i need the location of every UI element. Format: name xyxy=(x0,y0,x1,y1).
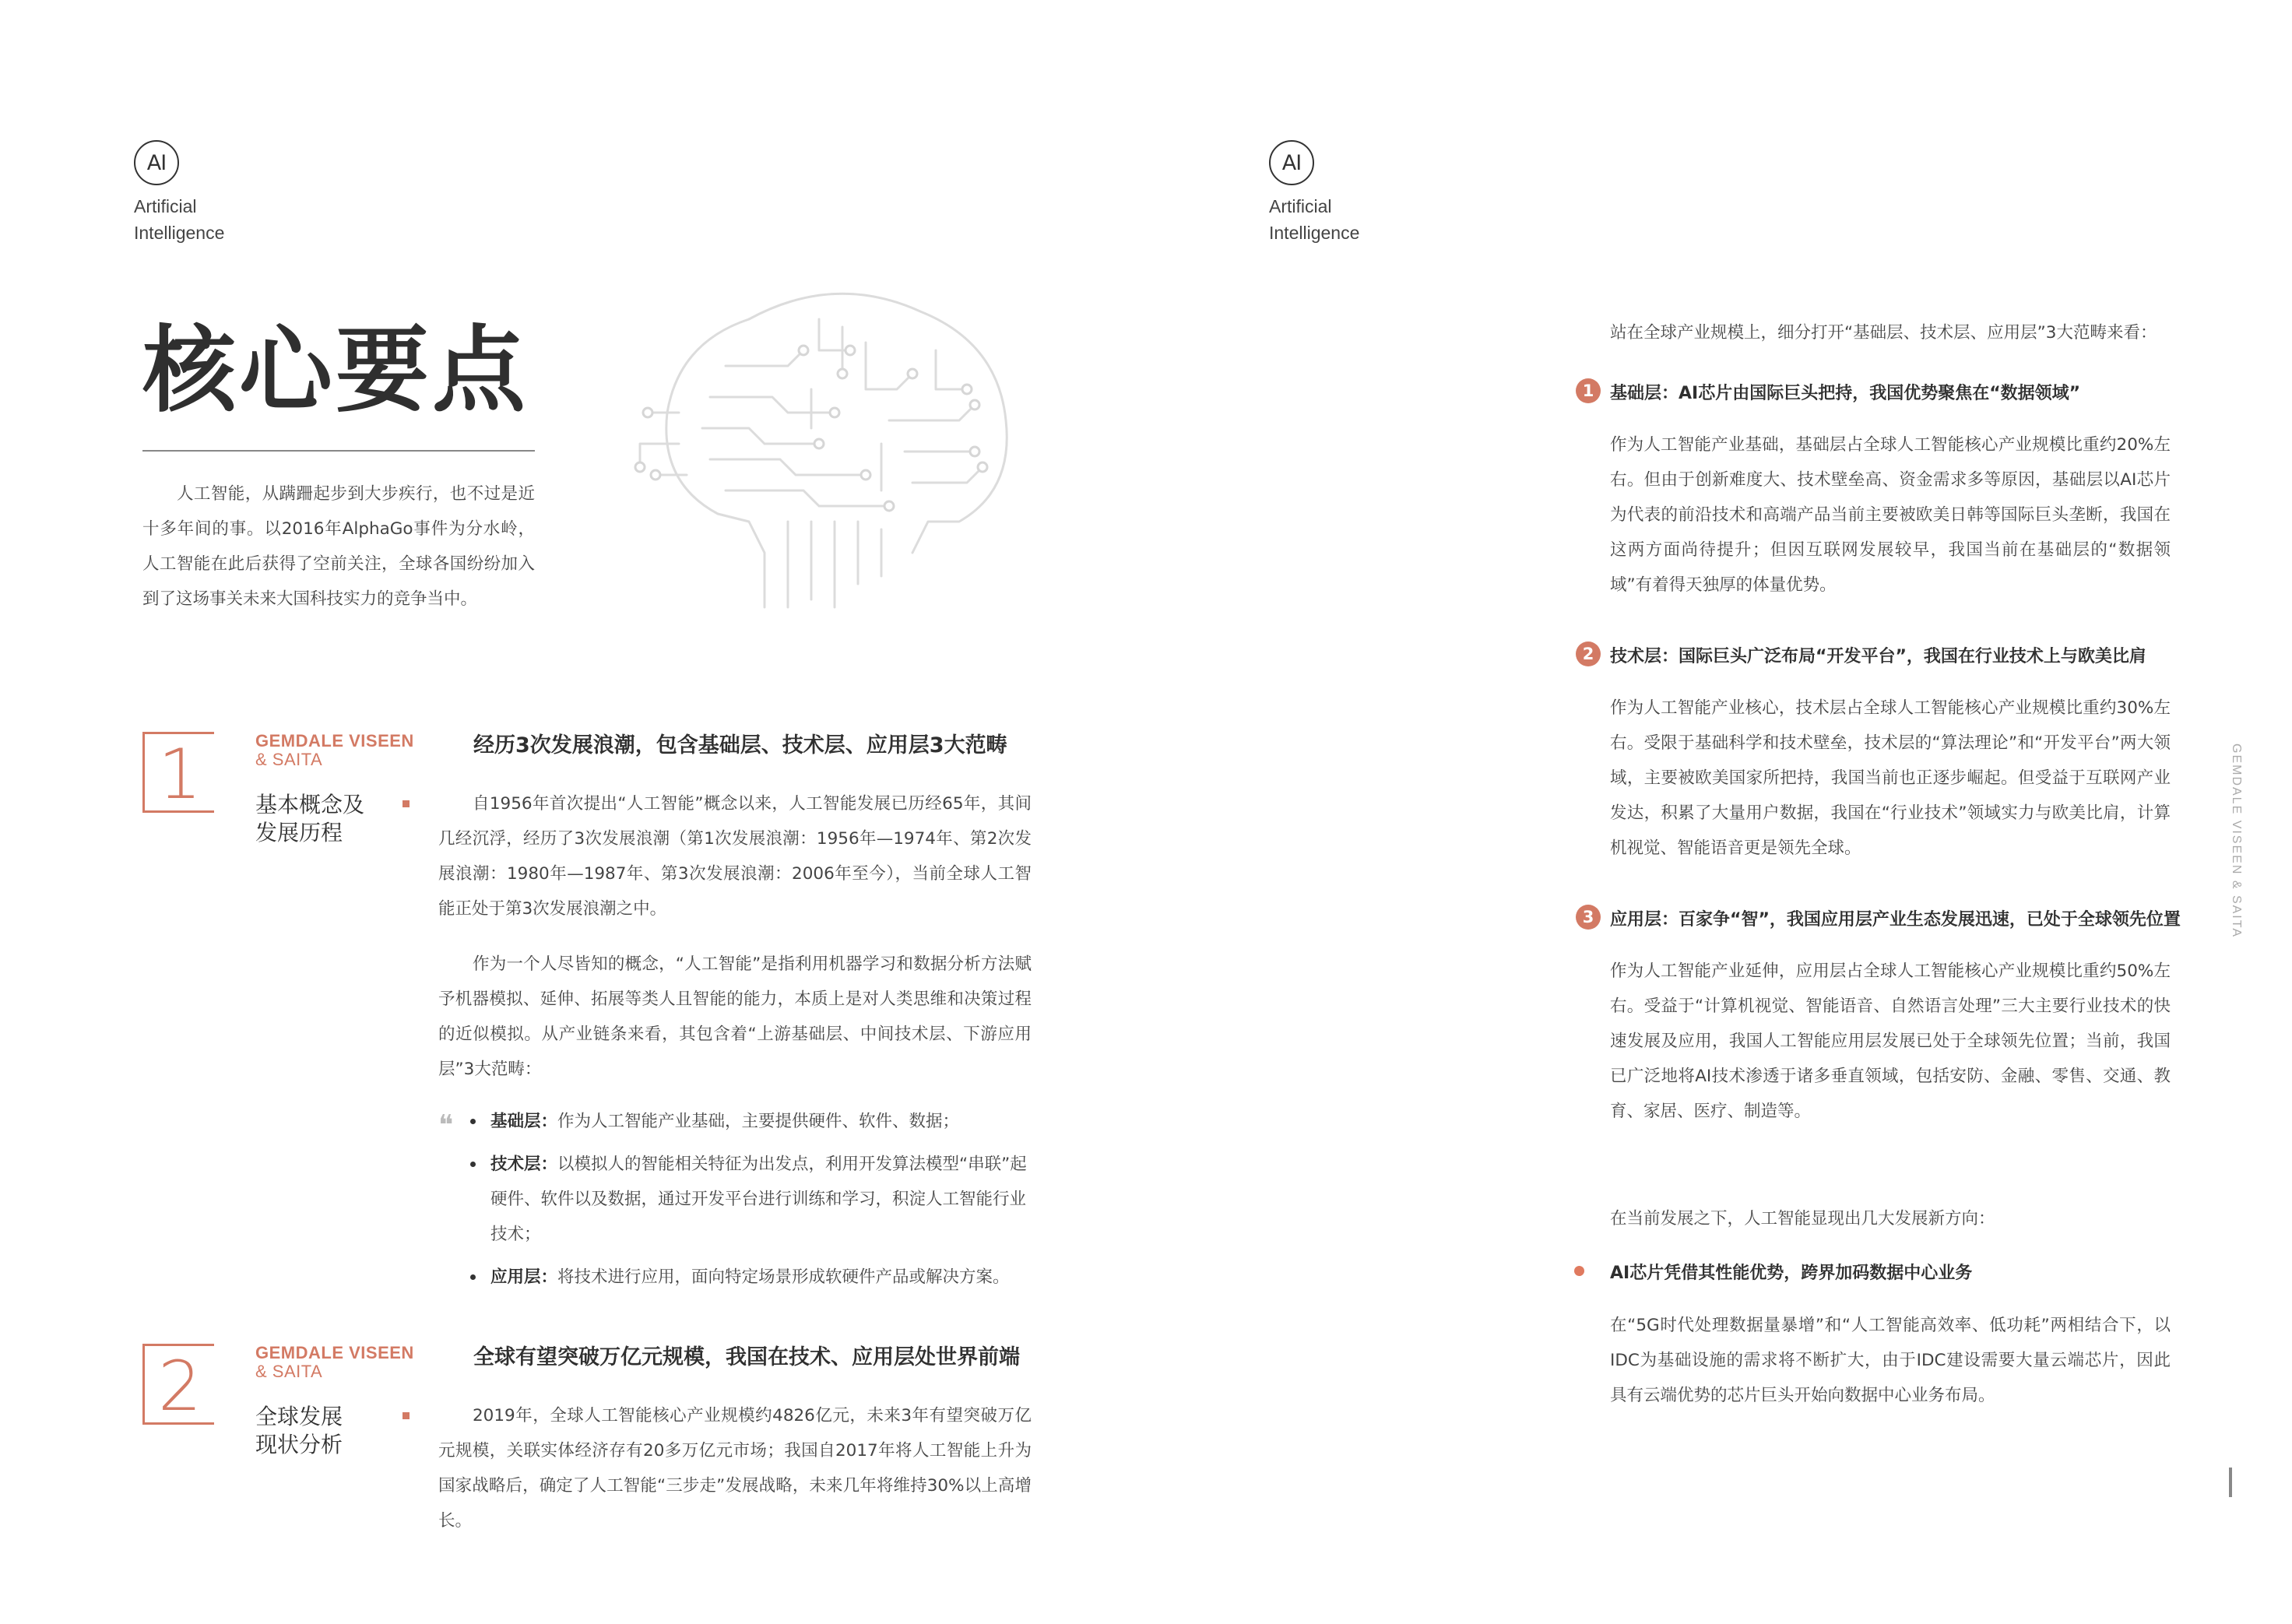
vertical-brand-text: GEMDALE VISEEN & SAITA xyxy=(2230,743,2243,938)
section-1-paragraph-2: 作为一个人尽皆知的概念，“人工智能”是指利用机器学习和数据分析方法赋予机器模拟、延伸、拓展等类人且智能的能力，本质上是对人类思维和决策过程的近似模拟。从产业链条来看，其包含着“上游基础层、中间技术层、下游应用层”3大范畴： xyxy=(438,954,1032,1079)
section-1-paragraph-1: 自1956年首次提出“人工智能”概念以来，人工智能发展已历经65年，其间几经沉浮，经历了3次发展浪潮（第1次发展浪潮：1956年—1974年、第2次发展浪潮：1980年—1987年、第3次发展浪潮：2006年至今），当前全球人工智能正处于第3次发展浪潮之中。 xyxy=(438,794,1032,919)
ai-logo xyxy=(134,140,225,246)
logo-caption: Artificial Intelligence xyxy=(1269,196,1360,243)
number-badge: 2 xyxy=(1576,642,1601,666)
item-2-heading: 技术层：国际巨头广泛布局“开发平台”，我国在行业技术上与欧美比肩 xyxy=(1610,647,2146,666)
right-intro: 站在全球产业规模上，细分打开“基础层、技术层、应用层”3大范畴来看： xyxy=(1610,323,2157,343)
trend-heading: AI芯片凭借其性能优势，跨界加码数据中心业务 xyxy=(1610,1264,1973,1283)
ai-logo xyxy=(1269,140,1360,246)
quote-icon: ❝ xyxy=(438,1109,454,1141)
section-2-heading: 全球有望突破万亿元规模，我国在技术、应用层处世界前端 xyxy=(473,1345,1020,1369)
section-2-paragraph-1: 2019年，全球人工智能核心产业规模约4826亿元，未来3年有望突破万亿元规模，关联实体经济存有20多万亿元市场；我国自2017年将人工智能上升为国家战略后，确定了人工智能“三步走”发展战略，未来几年将维持30%以上高增长。 xyxy=(438,1406,1032,1531)
title-divider xyxy=(142,450,535,452)
number-badge: 1 xyxy=(1576,378,1601,403)
section-1-name: 基本概念及 发展历程 xyxy=(255,792,365,845)
item-1-text: 作为人工智能产业基础，基础层占全球人工智能核心产业规模比重约20%左右。但由于创新难度大、技术壁垒高、资金需求多等原因，基础层以AI芯片为代表的前沿技术和高端产品当前主要被欧美日韩等国际巨头垄断，我国在这两方面尚待提升；但因互联网发展较早，我国当前在基础层的“数据领域”有着得天独厚的体量优势。 xyxy=(1610,435,2171,595)
circuit-brain-icon xyxy=(632,272,1037,615)
list-item: 应用层：将技术进行应用，面向特定场景形成软硬件产品或解决方案。 xyxy=(466,1260,1032,1295)
page-marker xyxy=(2229,1468,2232,1497)
intro-paragraph: 人工智能，从蹒跚起步到大步疾行，也不过是近十多年间的事。以2016年AlphaGo事件为分水岭，人工智能在此后获得了空前关注，全球各国纷纷加入到了这场事关未来大国科技实力的竞争当中。 xyxy=(142,484,535,609)
item-2-text: 作为人工智能产业核心，技术层占全球人工智能核心产业规模比重约30%左右。受限于基础科学和技术壁垒，技术层的“算法理论”和“开发平台”两大领域，主要被欧美国家所把持，我国当前也正逐步崛起。但受益于互联网产业发达，积累了大量用户数据，我国在“行业技术”领域实力与欧美比肩，计算机视觉、智能语音更是领先全球。 xyxy=(1610,698,2171,858)
number-badge: 3 xyxy=(1576,905,1601,930)
trend-text: 在“5G时代处理数据量暴增”和“人工智能高效率、低功耗”两相结合下，以IDC为基础设施的需求将不断扩大，由于IDC建设需要大量云端芯片，因此具有云端优势的芯片巨头开始向数据中心业务布局。 xyxy=(1610,1316,2171,1405)
section-1-heading: 经历3次发展浪潮，包含基础层、技术层、应用层3大范畴 xyxy=(473,733,1007,758)
section-2-brand: GEMDALE VISEEN & SAITA xyxy=(255,1343,414,1381)
section-2-name: 全球发展 现状分析 xyxy=(255,1404,343,1457)
trend-intro: 在当前发展之下，人工智能显现出几大发展新方向： xyxy=(1610,1209,1995,1229)
ai-mark-icon: AI xyxy=(1269,140,1314,185)
layer-bullet-list xyxy=(466,1104,1032,1302)
list-item: 技术层：以模拟人的智能相关特征为出发点，利用开发算法模型“串联”起硬件、软件以及数据，通过开发平台进行训练和学习，积淀人工智能行业技术； xyxy=(466,1147,1032,1252)
bullet-square-icon xyxy=(403,1412,410,1419)
item-3-text: 作为人工智能产业延伸，应用层占全球人工智能核心产业规模比重约50%左右。受益于“计算机视觉、智能语音、自然语言处理”三大主要行业技术的快速发展及应用，我国人工智能应用层发展已处于全球领先位置；当前，我国已广泛地将AI技术渗透于诸多垂直领域，包括安防、金融、零售、交通、教育、家居、医疗、制造等。 xyxy=(1610,961,2171,1121)
section-1-brand: GEMDALE VISEEN & SAITA xyxy=(255,731,414,769)
logo-caption: Artificial Intelligence xyxy=(134,196,225,243)
bullet-dot-icon xyxy=(1574,1266,1584,1276)
page-title: 核心要点 xyxy=(142,317,529,425)
section-2-number: 2 xyxy=(142,1344,213,1425)
section-1-number: 1 xyxy=(142,732,213,813)
item-1-heading: 基础层：AI芯片由国际巨头把持，我国优势聚焦在“数据领域” xyxy=(1610,384,2081,403)
list-item: 基础层：作为人工智能产业基础，主要提供硬件、软件、数据； xyxy=(466,1104,1032,1139)
bullet-square-icon xyxy=(403,800,410,807)
ai-mark-icon: AI xyxy=(134,140,179,185)
item-3-heading: 应用层：百家争“智”，我国应用层产业生态发展迅速，已处于全球领先位置 xyxy=(1610,910,2181,930)
